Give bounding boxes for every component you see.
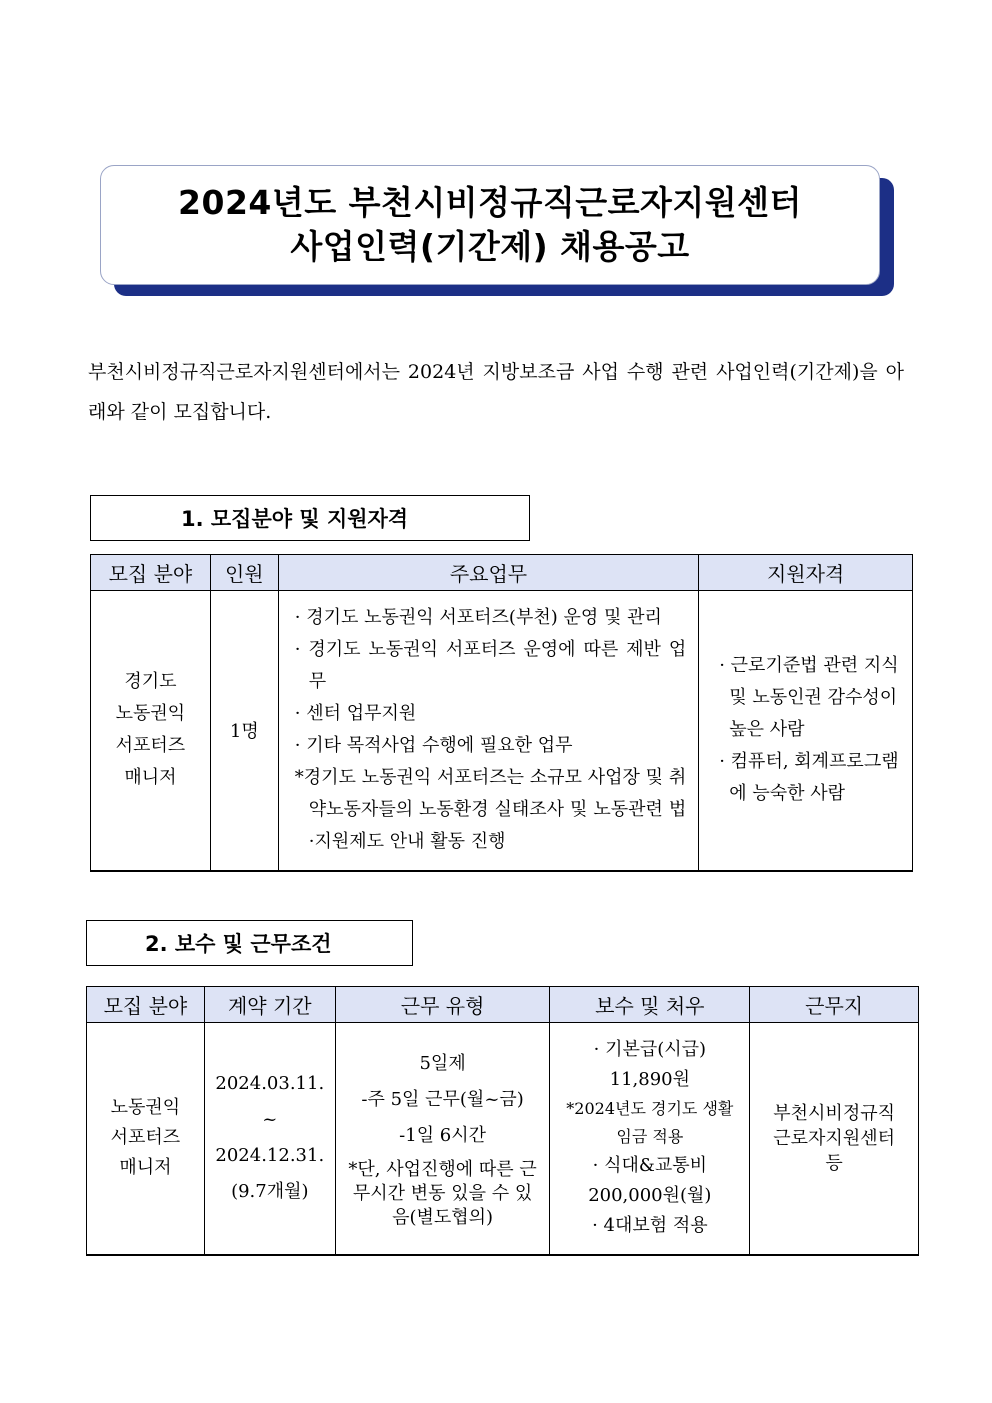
duty-item: · 기타 목적사업 수행에 필요한 업무 — [294, 735, 573, 757]
recruitment-table — [90, 554, 913, 872]
work-type-line: 5일제 — [419, 1053, 466, 1075]
field-line: 매니저 — [119, 1157, 172, 1179]
pay-note: *2024년도 경기도 생활임금 적용 — [566, 1099, 734, 1147]
work-type-line: -1일 6시간 — [399, 1125, 487, 1147]
field-line: 서포터즈 — [110, 1127, 181, 1149]
pay-line: 11,890원 — [609, 1069, 691, 1091]
title-banner — [100, 165, 880, 285]
period-cell — [204, 1023, 335, 1255]
header-count: 인원 — [210, 555, 278, 591]
qualification-item: · 컴퓨터, 회계프로그램에 능숙한 사람 — [719, 751, 899, 805]
period-duration: (9.7개월) — [231, 1181, 309, 1203]
header-workplace: 근무지 — [750, 987, 919, 1023]
qualifications-cell — [699, 591, 913, 871]
recruitment-table-row — [91, 591, 913, 871]
header-work-type: 근무 유형 — [335, 987, 550, 1023]
period-end: 2024.12.31. — [215, 1145, 325, 1167]
field-line: 매니저 — [124, 767, 177, 789]
title-line-1: 2024년도 부천시비정규직근로자지원센터 — [178, 183, 802, 222]
work-type-line: -주 5일 근무(월~금) — [361, 1089, 524, 1111]
pay-line: · 4대보험 적용 — [592, 1215, 708, 1237]
pay-line: · 식대&교통비 — [592, 1155, 708, 1177]
recruitment-table-header — [91, 555, 913, 591]
field-cell — [91, 591, 211, 871]
section1-heading: 1. 모집분야 및 지원자격 — [90, 495, 530, 541]
header-qualifications: 지원자격 — [699, 555, 913, 591]
field-line: 노동권익 — [110, 1097, 181, 1119]
duty-item: · 경기도 노동권익 서포터즈(부천) 운영 및 관리 — [294, 607, 662, 629]
work-type-cell — [335, 1023, 550, 1255]
period-start: 2024.03.11. — [215, 1073, 325, 1095]
field-line: 서포터즈 — [115, 735, 186, 757]
header-duties: 주요업무 — [278, 555, 698, 591]
conditions-table-row — [87, 1023, 919, 1255]
workplace-line: 근로자지원센터 — [773, 1127, 895, 1149]
count-cell: 1명 — [210, 591, 278, 871]
qualification-item: · 근로기준법 관련 지식 및 노동인권 감수성이 높은 사람 — [719, 655, 899, 741]
header-pay: 보수 및 처우 — [550, 987, 750, 1023]
header-field: 모집 분야 — [87, 987, 205, 1023]
workplace-cell — [750, 1023, 919, 1255]
header-field: 모집 분야 — [91, 555, 211, 591]
conditions-table — [86, 986, 919, 1256]
header-period: 계약 기간 — [204, 987, 335, 1023]
workplace-line: 등 — [825, 1152, 843, 1174]
duties-cell — [278, 591, 698, 871]
duty-item: · 경기도 노동권익 서포터즈 운영에 따른 제반 업무 — [294, 639, 687, 693]
conditions-table-header — [87, 987, 919, 1023]
period-separator: ~ — [262, 1109, 278, 1131]
pay-line: 200,000원(월) — [588, 1185, 712, 1207]
field-line: 노동권익 — [115, 703, 186, 725]
title-line-2: 사업인력(기간제) 채용공고 — [290, 227, 690, 266]
field-line: 경기도 — [124, 671, 177, 693]
duty-note: *경기도 노동권익 서포터즈는 소규모 사업장 및 취약노동자들의 노동환경 실태조사 및 노동관련 법·지원제도 안내 활동 진행 — [294, 767, 687, 853]
intro-paragraph: 부천시비정규직근로자지원센터에서는 2024년 지방보조금 사업 수행 관련 사업인력(기간제)을 아래와 같이 모집합니다. — [88, 361, 904, 423]
section2-heading: 2. 보수 및 근무조건 — [86, 920, 413, 966]
pay-cell — [550, 1023, 750, 1255]
workplace-line: 부천시비정규직 — [773, 1102, 895, 1124]
work-type-note: *단, 사업진행에 따른 근무시간 변동 있을 수 있음(별도협의) — [348, 1159, 537, 1229]
duty-item: · 센터 업무지원 — [294, 703, 417, 725]
pay-line: · 기본급(시급) — [593, 1039, 707, 1061]
field-cell — [87, 1023, 205, 1255]
